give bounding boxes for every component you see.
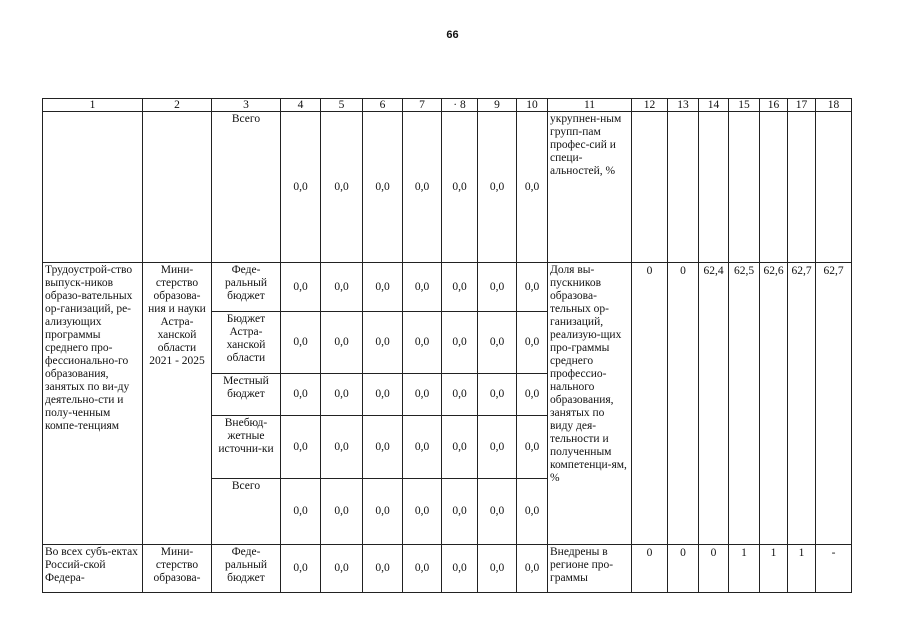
value-cell: 0,0 xyxy=(478,479,517,545)
value-cell: 0,0 xyxy=(517,312,548,374)
value-cell: 0,0 xyxy=(403,112,442,263)
header-cell: 9 xyxy=(478,99,517,112)
header-cell: 3 xyxy=(212,99,281,112)
target-cell: - xyxy=(816,545,852,593)
table-row xyxy=(43,112,852,263)
header-cell: · 8 xyxy=(442,99,478,112)
source-cell: Бюджет Астра-ханской области xyxy=(212,312,281,374)
value-cell: 0,0 xyxy=(403,312,442,374)
header-cell: 17 xyxy=(788,99,816,112)
measure-cell: Трудоустрой-ство выпуск-ников образо-вательных ор-ганизаций, ре-ализующих программы среднего про-фессионально-го образования, занятых по ви-ду деятельно-сти и полу-ченным компе-тенциям xyxy=(43,263,143,545)
value-cell: 0,0 xyxy=(321,312,363,374)
value-cell: 0,0 xyxy=(478,416,517,479)
value-cell: 0,0 xyxy=(363,374,403,416)
header-cell: 2 xyxy=(143,99,212,112)
value-cell: 0,0 xyxy=(478,545,517,593)
target-cell: 0 xyxy=(668,545,699,593)
value-cell: 0,0 xyxy=(403,545,442,593)
target-cell: 62,6 xyxy=(760,263,788,545)
source-cell: Всего xyxy=(212,112,281,263)
measure-cell xyxy=(43,112,143,263)
source-cell: Местный бюджет xyxy=(212,374,281,416)
value-cell: 0,0 xyxy=(321,545,363,593)
target-cell: 1 xyxy=(760,545,788,593)
value-cell: 0,0 xyxy=(442,374,478,416)
value-cell: 0,0 xyxy=(403,416,442,479)
target-cell: 1 xyxy=(729,545,760,593)
value-cell: 0,0 xyxy=(517,112,548,263)
value-cell: 0,0 xyxy=(321,479,363,545)
value-cell: 0,0 xyxy=(363,416,403,479)
target-cell xyxy=(632,112,668,263)
executor-cell xyxy=(143,112,212,263)
table-row xyxy=(43,263,852,312)
value-cell: 0,0 xyxy=(403,374,442,416)
value-cell: 0,0 xyxy=(442,416,478,479)
executor-cell: Мини-стерство образова-ния и науки Астра-ханской области 2021 - 2025 xyxy=(143,263,212,545)
header-cell: 14 xyxy=(699,99,729,112)
value-cell: 0,0 xyxy=(517,479,548,545)
value-cell: 0,0 xyxy=(321,416,363,479)
target-cell: 62,7 xyxy=(816,263,852,545)
header-row xyxy=(43,99,852,112)
value-cell: 0,0 xyxy=(363,263,403,312)
header-cell: 13 xyxy=(668,99,699,112)
target-cell xyxy=(729,112,760,263)
value-cell: 0,0 xyxy=(478,263,517,312)
header-cell: 18 xyxy=(816,99,852,112)
value-cell: 0,0 xyxy=(442,112,478,263)
value-cell: 0,0 xyxy=(442,263,478,312)
value-cell: 0,0 xyxy=(478,374,517,416)
value-cell: 0,0 xyxy=(281,112,321,263)
value-cell: 0,0 xyxy=(403,263,442,312)
source-cell: Феде-ральный бюджет xyxy=(212,263,281,312)
value-cell: 0,0 xyxy=(363,479,403,545)
target-cell: 0 xyxy=(668,263,699,545)
source-cell: Феде-ральный бюджет xyxy=(212,545,281,593)
value-cell: 0,0 xyxy=(478,312,517,374)
table-row xyxy=(43,545,852,593)
value-cell: 0,0 xyxy=(281,312,321,374)
target-cell: 0 xyxy=(632,545,668,593)
indicator-cell: укрупнен-ным групп-пам профес-сий и специ-альностей, % xyxy=(548,112,632,263)
value-cell: 0,0 xyxy=(321,374,363,416)
value-cell: 0,0 xyxy=(442,479,478,545)
target-cell: 1 xyxy=(788,545,816,593)
target-cell xyxy=(788,112,816,263)
value-cell: 0,0 xyxy=(363,545,403,593)
indicator-cell: Внедрены в регионе про-граммы xyxy=(548,545,632,593)
header-cell: 5 xyxy=(321,99,363,112)
page-number: 66 xyxy=(446,29,459,41)
target-cell: 62,5 xyxy=(729,263,760,545)
header-cell: 1 xyxy=(43,99,143,112)
target-cell: 62,7 xyxy=(788,263,816,545)
value-cell: 0,0 xyxy=(517,416,548,479)
value-cell: 0,0 xyxy=(321,112,363,263)
target-cell xyxy=(699,112,729,263)
header-cell: 10 xyxy=(517,99,548,112)
program-table xyxy=(42,98,852,593)
measure-cell: Во всех субъ-ектах Россий-ской Федера- xyxy=(43,545,143,593)
value-cell: 0,0 xyxy=(478,112,517,263)
target-cell: 0 xyxy=(632,263,668,545)
value-cell: 0,0 xyxy=(321,263,363,312)
header-cell: 12 xyxy=(632,99,668,112)
value-cell: 0,0 xyxy=(517,263,548,312)
header-cell: 16 xyxy=(760,99,788,112)
value-cell: 0,0 xyxy=(442,545,478,593)
header-cell: 7 xyxy=(403,99,442,112)
value-cell: 0,0 xyxy=(403,479,442,545)
target-cell xyxy=(668,112,699,263)
value-cell: 0,0 xyxy=(281,545,321,593)
target-cell xyxy=(760,112,788,263)
source-cell: Внебюд-жетные источни-ки xyxy=(212,416,281,479)
value-cell: 0,0 xyxy=(442,312,478,374)
target-cell xyxy=(816,112,852,263)
indicator-cell: Доля вы-пускников образова-тельных ор-ганизаций, реализую-щих про-граммы среднего профессио-нального образования, занятых по виду дея-тельности и полученным компетенци-ям, % xyxy=(548,263,632,545)
value-cell: 0,0 xyxy=(281,479,321,545)
value-cell: 0,0 xyxy=(281,263,321,312)
value-cell: 0,0 xyxy=(363,312,403,374)
value-cell: 0,0 xyxy=(517,374,548,416)
value-cell: 0,0 xyxy=(281,374,321,416)
header-cell: 11 xyxy=(548,99,632,112)
target-cell: 0 xyxy=(699,545,729,593)
target-cell: 62,4 xyxy=(699,263,729,545)
value-cell: 0,0 xyxy=(517,545,548,593)
value-cell: 0,0 xyxy=(363,112,403,263)
header-cell: 15 xyxy=(729,99,760,112)
source-cell: Всего xyxy=(212,479,281,545)
value-cell: 0,0 xyxy=(281,416,321,479)
header-cell: 6 xyxy=(363,99,403,112)
executor-cell: Мини-стерство образова- xyxy=(143,545,212,593)
header-cell: 4 xyxy=(281,99,321,112)
